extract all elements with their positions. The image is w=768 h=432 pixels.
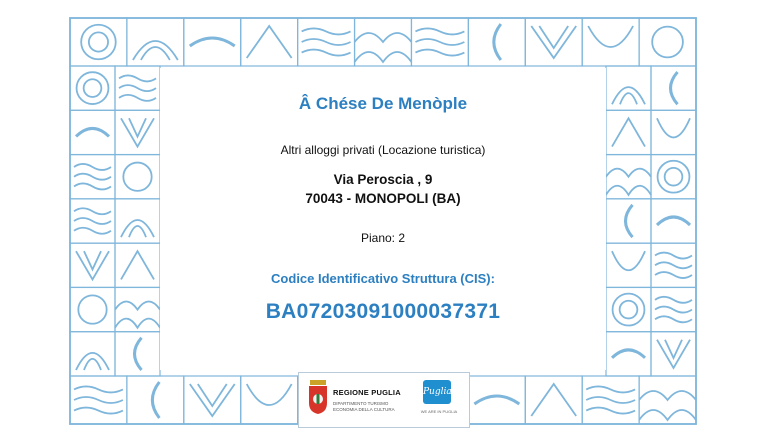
property-title: Â Chése De Menòple (298, 94, 468, 113)
card-content-panel (160, 68, 606, 370)
puglia-brand-logo: Puglia (423, 380, 451, 404)
accommodation-category: Altri alloggi privati (Locazione turistica) (280, 143, 486, 157)
floor-number: Piano: 2 (360, 231, 406, 245)
address-city: 70043 - MONOPOLI (BA) (305, 191, 461, 206)
regione-puglia-coat-of-arms-icon (307, 379, 329, 415)
address-street: Via Peroscia , 9 (333, 172, 433, 187)
region-name: REGIONE PUGLIA (333, 388, 401, 397)
logos-footer (298, 372, 470, 428)
puglia-brand-tagline: WE ARE IN PUGLIA (420, 409, 458, 414)
region-department: DIPARTIMENTO TURISMO (333, 401, 389, 406)
cis-label: Codice Identificativo Struttura (CIS): (271, 271, 495, 286)
cis-code: BA07203091000037371 (265, 300, 501, 323)
region-department-line2: ECONOMIA DELLA CULTURA (333, 407, 395, 412)
